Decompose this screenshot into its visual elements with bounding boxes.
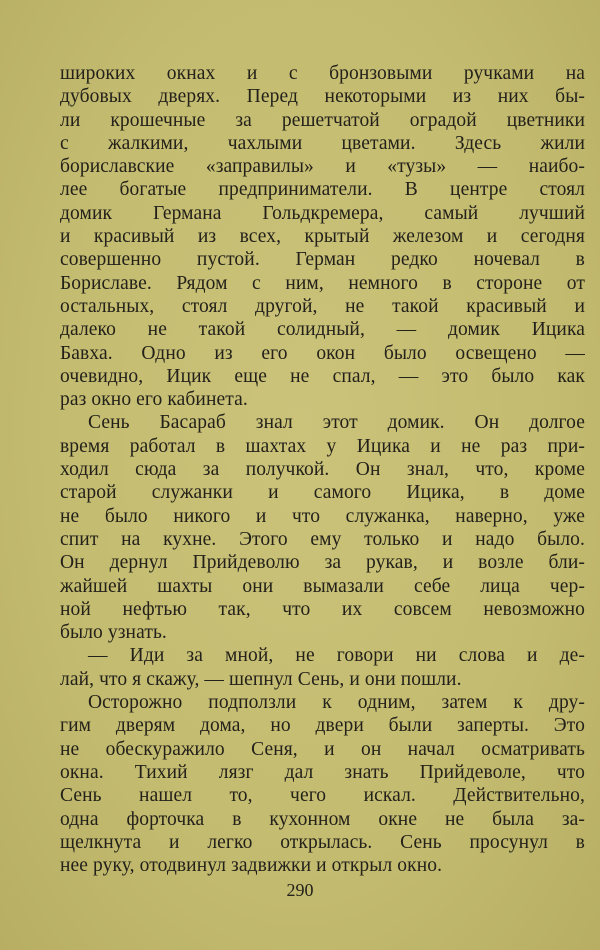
text-line: совершенно пустой. Герман редко ночевал в (60, 249, 585, 271)
paragraph (60, 411, 585, 644)
text-line: жайшей шахты они вымазали себе лица чер- (60, 575, 585, 597)
text-line: очевидно, Ицик еще не спал, — это было как (60, 365, 585, 387)
paragraph (60, 691, 585, 877)
text-line: с жалкими, чахлыми цветами. Здесь жили (60, 132, 585, 154)
text-line: время работал в шахтах у Ицика и не раз при- (60, 435, 585, 457)
paragraph (60, 62, 585, 411)
text-line: далеко не такой солидный, — домик Ицика (60, 319, 585, 341)
text-line: не было никого и что служанка, наверно, уже (60, 505, 585, 527)
text-line: бориславские «заправилы» и «тузы» — наибо- (60, 156, 585, 178)
text-line: ной нефтью так, что их совсем невозможно (60, 598, 585, 620)
text-line: не обескуражило Сеня, и он начал осматривать (60, 738, 585, 760)
text-line: — Иди за мной, не говори ни слова и де- (88, 645, 585, 667)
paragraph (60, 644, 585, 691)
text-line: гим дверям дома, но двери были заперты. Это (60, 715, 585, 737)
text-line: щелкнута и легко открылась. Сень просунул в (60, 831, 585, 853)
text-line: раз окно его кабинета. (60, 389, 248, 411)
text-line: Бориславе. Рядом с ним, немного в стороне от (60, 272, 585, 294)
text-line: лее богатые предприниматели. В центре стоял (60, 179, 585, 201)
text-line: Сень Басараб знал этот домик. Он долгое (88, 412, 585, 434)
text-line: дубовых дверях. Перед некоторыми из них бы- (60, 86, 585, 108)
text-line: нее руку, отодвинул задвижки и открыл окно. (60, 855, 443, 877)
text-line: остальных, стоял другой, не такой красивый и (60, 295, 585, 317)
text-line: Осторожно подползли к одним, затем к дру- (88, 692, 585, 714)
text-line: было узнать. (60, 622, 167, 644)
text-line: окна. Тихий лязг дал знать Прийдеволе, что (60, 761, 585, 783)
text-line: и красивый из всех, крытый железом и сегодня (60, 226, 585, 248)
text-line: домик Германа Гольдкремера, самый лучший (60, 202, 585, 224)
text-line: Бавха. Одно из его окон было освещено — (60, 342, 585, 364)
text-line: ходил сюда за получкой. Он знал, что, кроме (60, 459, 585, 481)
body-text (60, 62, 585, 877)
text-line: Он дернул Прийдеволю за рукав, и возле бли- (60, 552, 585, 574)
page-number: 290 (286, 880, 314, 900)
text-line: одна форточка в кухонном окне не была за- (60, 808, 585, 830)
text-line: Сень нашел то, чего искал. Действительно, (60, 785, 585, 807)
text-line: лай, что я скажу, — шепнул Сень, и они пошли. (60, 668, 462, 690)
text-line: широких окнах и с бронзовыми ручками на (60, 63, 585, 84)
text-line: спит на кухне. Этого ему только и надо было. (60, 528, 585, 550)
text-line: ли крошечные за решетчатой оградой цветники (60, 109, 585, 131)
text-line: старой служанки и самого Ицика, в доме (60, 482, 585, 504)
